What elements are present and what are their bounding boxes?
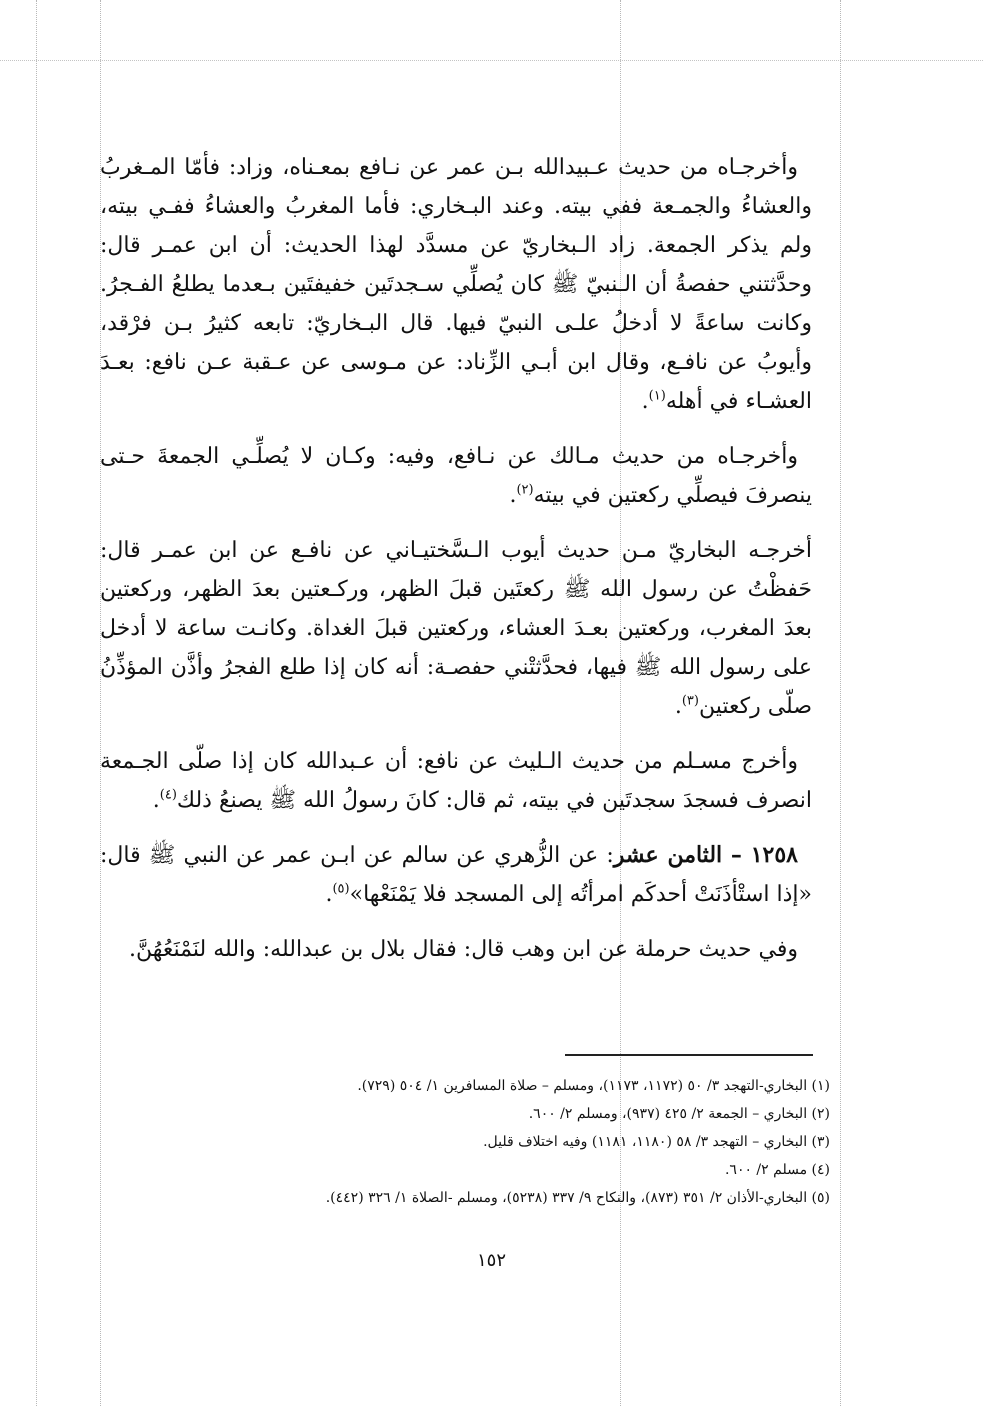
paragraph-end: .: [641, 389, 649, 414]
paragraph-text: وأخرج مسـلم من حديث الـليث عن نافع: أن عـبدالله كان إذا صلّى الجـمعة انصرف فسجدَ سجدتَين في بيته، ثم قال: كانَ رسولُ الله ﷺ يصنعُ ذلك: [100, 749, 812, 813]
paragraph-end: .: [509, 483, 517, 508]
paragraph-end: .: [129, 937, 137, 962]
footnote-4: (٤) مسلم ٢/ ٦٠٠.: [724, 1162, 830, 1178]
footnote-ref: (٢): [516, 482, 534, 498]
page-number: ١٥٢: [476, 1250, 506, 1271]
footnote-1: (١) البخاري-التهجد ٣/ ٥٠ (١١٧٢، ١١٧٣)، ومسلم – صلاة المسافرين ١/ ٥٠٤ (٧٢٩).: [357, 1078, 830, 1094]
scan-guide-line: [36, 0, 37, 1406]
paragraph-text: وأخرجـاه من حديث مـالك عن نـافع، وفيه: وكـان لا يُصلِّـي الجمعةَ حـتى ينصرفَ فيصلِّي ركعتين في بيته: [100, 444, 812, 508]
paragraph-1: [100, 148, 812, 421]
scan-guide-line: [0, 60, 983, 61]
footnote-5: (٥) البخاري-الأذان ٢/ ٣٥١ (٨٧٣)، والنكاح ٩/ ٣٣٧ (٥٢٣٨)، ومسلم -الصلاة ١/ ٣٢٦ (٤٤٢).: [325, 1190, 830, 1206]
footnote-3: (٣) البخاري – التهجد ٣/ ٥٨ (١١٨٠، ١١٨١) وفيه اختلاف قليل.: [483, 1134, 830, 1150]
paragraph-end: .: [325, 882, 333, 907]
paragraph-6: [100, 930, 812, 969]
main-text: [100, 148, 812, 985]
hadith-1258: [100, 836, 812, 914]
paragraph-2: [100, 437, 812, 515]
paragraph-end: .: [152, 788, 160, 813]
hadith-number: ١٢٥٨ – الثامن عشر: [613, 842, 798, 868]
scan-guide-line: [840, 0, 841, 1406]
footnote-ref: (٤): [159, 787, 177, 803]
footnote-ref: (٥): [332, 881, 350, 897]
paragraph-end: .: [674, 694, 682, 719]
footnote-2: (٢) البخاري – الجمعة ٢/ ٤٢٥ (٩٣٧)، ومسلم ٢/ ٦٠٠.: [528, 1106, 830, 1122]
paragraph-text: : عن الزُّهري عن سالم عن ابـن عمر عن النبي ﷺ قال: «إذا استْأذَنَتْ أحدكَم امرأتُه إلى المسجد فلا يَمْنَعْها»: [100, 843, 812, 907]
footnote-ref: (١): [648, 388, 666, 404]
footnote-ref: (٣): [681, 693, 699, 709]
footnotes: [150, 1072, 830, 1212]
footnote-divider: [565, 1054, 813, 1056]
paragraph-3: [100, 531, 812, 726]
paragraph-text: وفي حديث حرملة عن ابن وهب قال: فقال بلال بن عبدالله: والله لنَمْنَعُهُنَّ: [136, 937, 798, 962]
paragraph-text: وأخرجـاه من حديث عـبيدالله بـن عمر عن نـافع بمعـناه، وزاد: فأمّا المـغربُ والعشاءُ والجمـعة ففي بيته. وعند البـخاري: فأما المغربُ والعشاءُ ففـي بيته، ولم يذكر الجمعة. زاد الـبخاريّ عن مسدَّد لهذا الحديث: أن ابن عمـر قال: وحدَّثتني حفصةُ أن الـنبيّ ﷺ كان يُصلِّي سـجدتَين خفيفتَين بـعدما يطلعُ الفـجرُ. وكانت ساعةً لا أدخلُ علـى النبيّ فيها. قال البـخاريّ: تابعه كثيرُ بـن فرْقد، وأيوبُ عن نافـع، وقال ابن أبـي الزِّناد: عن مـوسى عن عـقبة عـن نافع: بعـدَ العشـاء في أهله: [100, 155, 812, 414]
paragraph-4: [100, 742, 812, 820]
paragraph-text: أخرجـه البخاريّ مـن حديث أيوب الـسَّختيـاني عن نافـع عن ابن عمـر قال: حَفظْتُ عن رسول الله ﷺ ركعتَين قبلَ الظهر، وركـعتين بعدَ الظهر، وركعتين بعدَ المغرب، وركعتين بعـدَ العشاء، وركعتين قبلَ الغداة. وكانـت ساعة لا أدخل على رسول الله ﷺ فيها، فحدَّثتْني حفصـة: أنه كان إذا طلع الفجرُ وأذَّن المؤذِّنُ صلّى ركعتين: [100, 538, 812, 719]
